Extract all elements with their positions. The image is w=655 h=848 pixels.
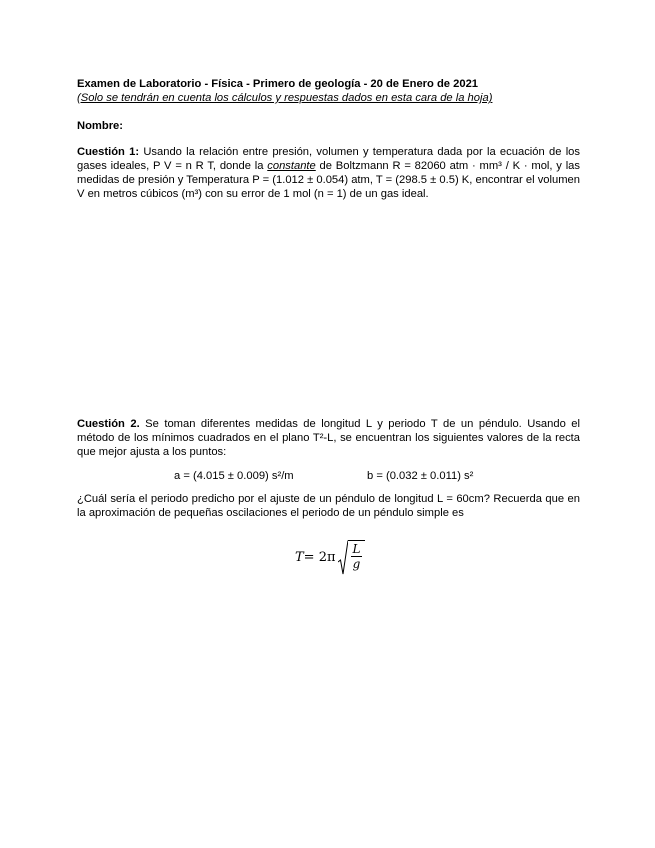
fit-intercept: b = (0.032 ± 0.011) s² xyxy=(367,470,474,482)
question-2-text: Se toman diferentes medidas de longitud L y periodo T de un péndulo. Usando el método de los mínimos cuadrados en el plano T²-L, se encuentran los siguientes valores de la recta que mejor ajusta a los puntos: xyxy=(77,418,581,458)
fit-slope: a = (4.015 ± 0.009) s²/m xyxy=(174,470,294,482)
formula-numerator: L xyxy=(352,542,361,556)
formula-eq: = 2π xyxy=(303,550,336,565)
sqrt-expression xyxy=(338,540,366,576)
question-1-text-a: Usando la relación entre presión, volumen y temperatura dada por la ecuación de los gases ideales, P V = n R T, donde la xyxy=(77,146,580,172)
question-1-text-b: de Boltzmann R = 82060 atm · mm³ / K · mol, y las medidas de presión y Temperatura P = (1.012 ± 0.054) atm, T = (298.5 ± 0.5) K, encontrar el volumen V en metros cúbicos (m³) con su error de 1 mol (n = 1) de un gas ideal. xyxy=(77,160,580,200)
formula-denominator: g xyxy=(352,557,361,571)
question-2 xyxy=(77,417,580,459)
question-1-label: Cuestión 1: xyxy=(77,146,140,158)
fit-parameters xyxy=(77,469,580,483)
formula-lhs: T xyxy=(295,550,304,565)
name-label: Nombre: xyxy=(77,120,123,132)
exam-subtitle: (Solo se tendrán en cuenta los cálculos y respuestas dados en esta cara de la hoja) xyxy=(77,92,493,104)
formula-radicand xyxy=(348,540,366,576)
question-2-label: Cuestión 2. xyxy=(77,418,140,430)
question-1 xyxy=(77,145,580,201)
pendulum-period-formula xyxy=(295,540,365,576)
exam-title: Examen de Laboratorio - Física - Primero de geología - 20 de Enero de 2021 xyxy=(77,78,479,90)
question-2-followup: ¿Cuál sería el periodo predicho por el ajuste de un péndulo de longitud L = 60cm? Recuerda que en la aproximación de pequeñas oscilaciones el periodo de un péndulo simple es xyxy=(77,493,580,519)
sqrt-icon xyxy=(338,540,348,576)
question-1-emphasis: constante xyxy=(267,160,316,172)
